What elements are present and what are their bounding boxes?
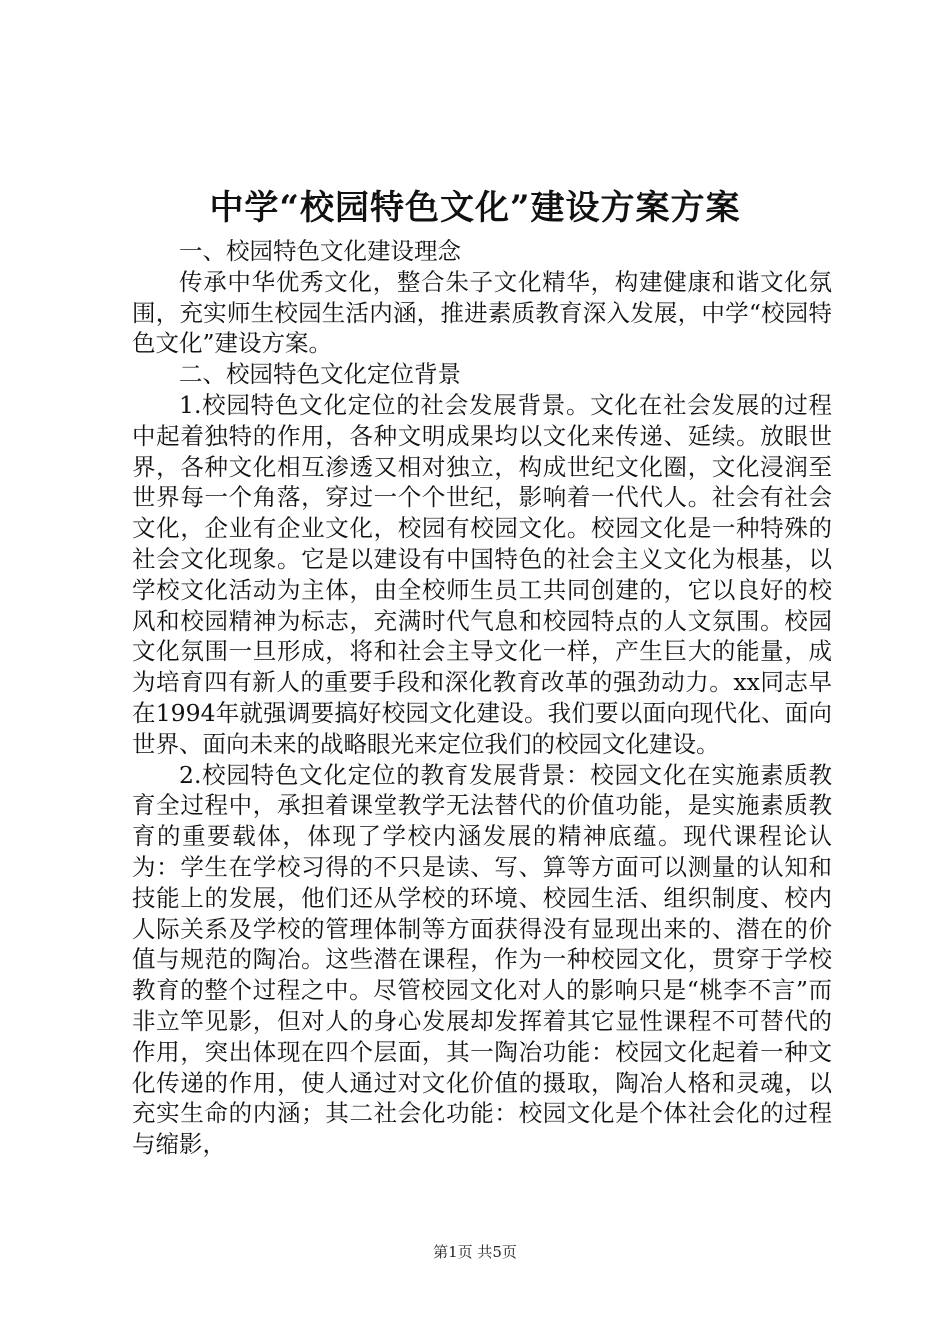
- section-heading-1: 一、校园特色文化建设理念: [179, 237, 461, 265]
- paragraph-education-background: 2.校园特色文化定位的教育发展背景：校园文化在实施素质教育全过程中，承担着课堂教学无法替代的价值功能，是实施素质教育的重要载体，体现了学校内涵发展的精神底蕴。现代课程论认为：学生在学校习得的不只是读、写、算等方面可以测量的认知和技能上的发展，他们还从学校的环境、校园生活、组织制度、校内人际关系及学校的管理体制等方面获得没有显现出来的、潜在的价值与规范的陶冶。这些潜在课程，作为一种校园文化，贯穿于学校教育的整个过程之中。尽管校园文化对人的影响只是“桃李不言”而非立竿见影，但对人的身心发展却发挥着其它显性课程不可替代的作用，突出体现在四个层面，其一陶冶功能：校园文化起着一种文化传递的作用，使人通过对文化价值的摄取，陶冶人格和灵魂，以充实生命的内涵；其二社会化功能：校园文化是个体社会化的过程与缩影，: [132, 760, 832, 1159]
- document-title: 中学“校园特色文化”建设方案方案: [209, 188, 741, 228]
- document-body: [132, 236, 832, 1160]
- paragraph-concept: 传承中华优秀文化，整合朱子文化精华，构建健康和谐文化氛围，充实师生校园生活内涵，推进素质教育深入发展，中学“校园特色文化”建设方案。: [132, 267, 832, 358]
- page-number-footer: 第1页 共5页: [433, 1243, 517, 1261]
- section-heading-2: 二、校园特色文化定位背景: [179, 360, 461, 389]
- paragraph-social-background: 1.校园特色文化定位的社会发展背景。文化在社会发展的过程中起着独特的作用，各种文明成果均以文化来传递、延续。放眼世界，各种文化相互渗透又相对独立，构成世纪文化圈，文化浸润至世界每一个角落，穿过一个个世纪，影响着一代代人。社会有社会文化，企业有企业文化，校园有校园文化。校园文化是一种特殊的社会文化现象。它是以建设有中国特色的社会主义文化为根基，以学校文化活动为主体，由全校师生员工共同创建的，它以良好的校风和校园精神为标志，充满时代气息和校园特点的人文氛围。校园文化氛围一旦形成，将和社会主导文化一样，产生巨大的能量，成为培育四有新人的重要手段和深化教育改革的强劲动力。xx同志早在1994年就强调要搞好校园文化建设。我们要以面向现代化、面向世界、面向未来的战略眼光来定位我们的校园文化建设。: [132, 390, 832, 758]
